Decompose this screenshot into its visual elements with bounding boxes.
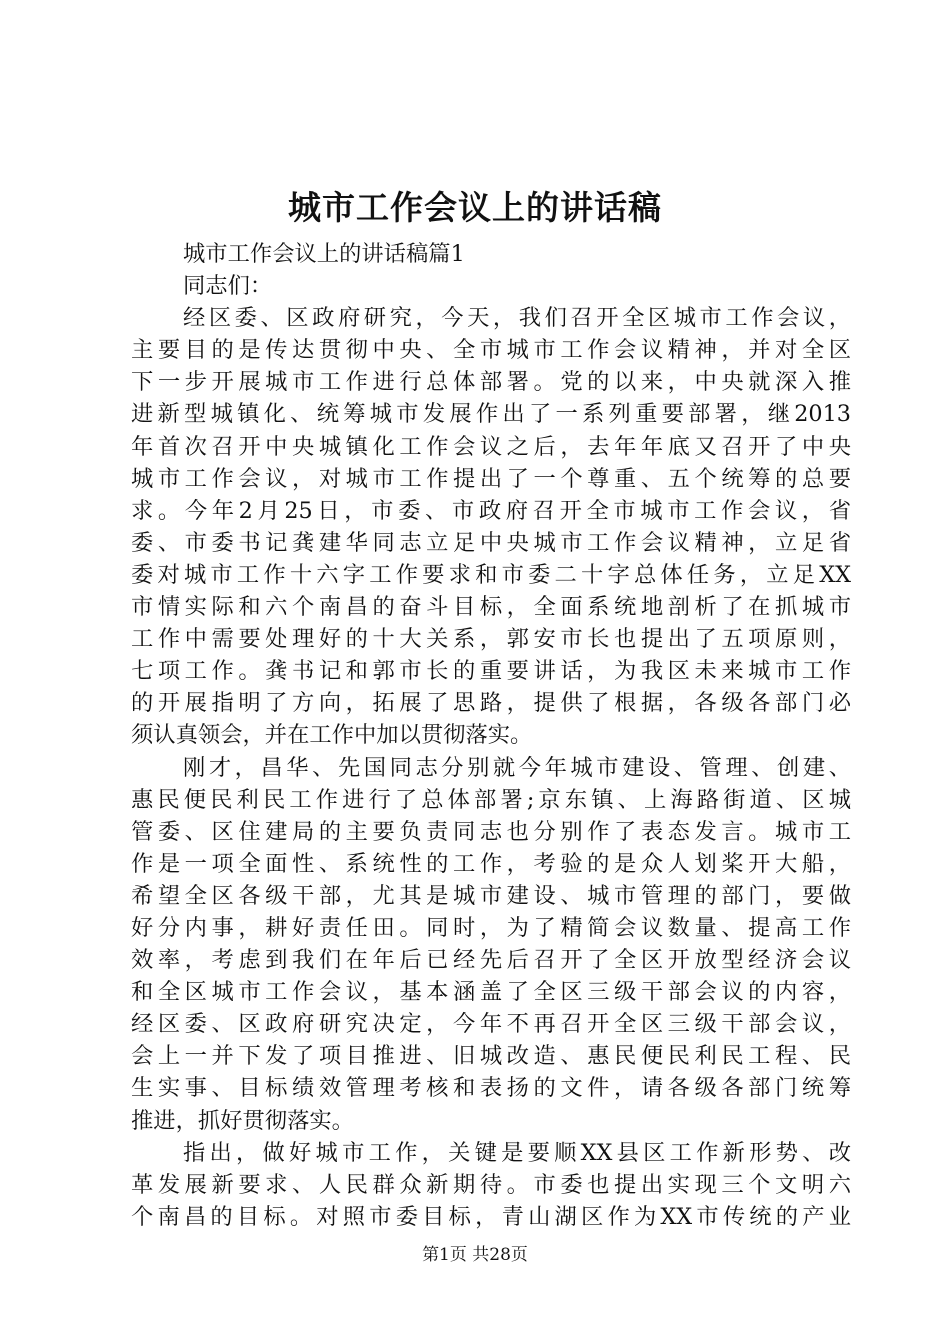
page-footer: 第1页 共28页 bbox=[422, 1245, 528, 1265]
body-line: 求。今年2月25日，市委、市政府召开全市城市工作会议，省 bbox=[131, 497, 851, 524]
body-line: 主要目的是传达贯彻中央、全市城市工作会议精神，并对全区 bbox=[131, 337, 851, 364]
body-line: 城市工作会议上的讲话稿篇1 bbox=[183, 241, 465, 267]
document-title: 城市工作会议上的讲话稿 bbox=[288, 188, 662, 227]
body-line: 推进，抓好贯彻落实。 bbox=[131, 1107, 354, 1134]
body-line: 效率，考虑到我们在年后已经先后召开了全区开放型经济会议 bbox=[131, 947, 851, 974]
body-line: 指出，做好城市工作，关键是要顺XX县区工作新形势、改 bbox=[183, 1139, 851, 1166]
body-line: 七项工作。龚书记和郭市长的重要讲话，为我区未来城市工作 bbox=[131, 658, 851, 685]
body-line: 委、市委书记龚建华同志立足中央城市工作会议精神，立足省 bbox=[131, 529, 851, 556]
body-line: 会上一并下发了项目推进、旧城改造、惠民便民利民工程、民 bbox=[131, 1043, 851, 1070]
body-line: 生实事、目标绩效管理考核和表扬的文件，请各级各部门统筹 bbox=[131, 1075, 851, 1102]
body-line: 年首次召开中央城镇化工作会议之后，去年年底又召开了中央 bbox=[131, 433, 851, 460]
body-line: 作是一项全面性、系统性的工作，考验的是众人划桨开大船， bbox=[131, 850, 851, 877]
body-line: 好分内事，耕好责任田。同时，为了精简会议数量、提高工作 bbox=[131, 914, 851, 941]
body-line: 希望全区各级干部，尤其是城市建设、城市管理的部门，要做 bbox=[131, 882, 851, 909]
body-line: 经区委、区政府研究决定，今年不再召开全区三级干部会议， bbox=[131, 1011, 851, 1038]
body-line: 和全区城市工作会议，基本涵盖了全区三级干部会议的内容， bbox=[131, 979, 851, 1006]
body-line: 的开展指明了方向，拓展了思路，提供了根据，各级各部门必 bbox=[131, 690, 851, 717]
body-line: 下一步开展城市工作进行总体部署。党的以来，中央就深入推 bbox=[131, 369, 851, 396]
body-line: 经区委、区政府研究，今天，我们召开全区城市工作会议， bbox=[183, 305, 851, 332]
body-line: 须认真领会，并在工作中加以贯彻落实。 bbox=[131, 722, 533, 749]
body-line: 刚才，昌华、先国同志分别就今年城市建设、管理、创建、 bbox=[183, 754, 851, 781]
body-line: 进新型城镇化、统筹城市发展作出了一系列重要部署，继2013 bbox=[131, 401, 851, 428]
body-line: 革发展新要求、人民群众新期待。市委也提出实现三个文明六 bbox=[131, 1171, 851, 1198]
body-line: 管委、区住建局的主要负责同志也分别作了表态发言。城市工 bbox=[131, 818, 851, 845]
document-body bbox=[131, 238, 851, 1233]
body-line: 惠民便民利民工作进行了总体部署;京东镇、上海路街道、区城 bbox=[131, 786, 851, 813]
body-line: 委对城市工作十六字工作要求和市委二十字总体任务，立足XX bbox=[131, 561, 851, 588]
body-line: 同志们： bbox=[183, 273, 273, 300]
body-line: 市情实际和六个南昌的奋斗目标，全面系统地剖析了在抓城市 bbox=[131, 594, 851, 621]
body-line: 个南昌的目标。对照市委目标，青山湖区作为XX市传统的产业 bbox=[131, 1203, 851, 1230]
body-line: 城市工作会议，对城市工作提出了一个尊重、五个统筹的总要 bbox=[131, 465, 851, 492]
body-line: 工作中需要处理好的十大关系，郭安市长也提出了五项原则， bbox=[131, 626, 851, 653]
